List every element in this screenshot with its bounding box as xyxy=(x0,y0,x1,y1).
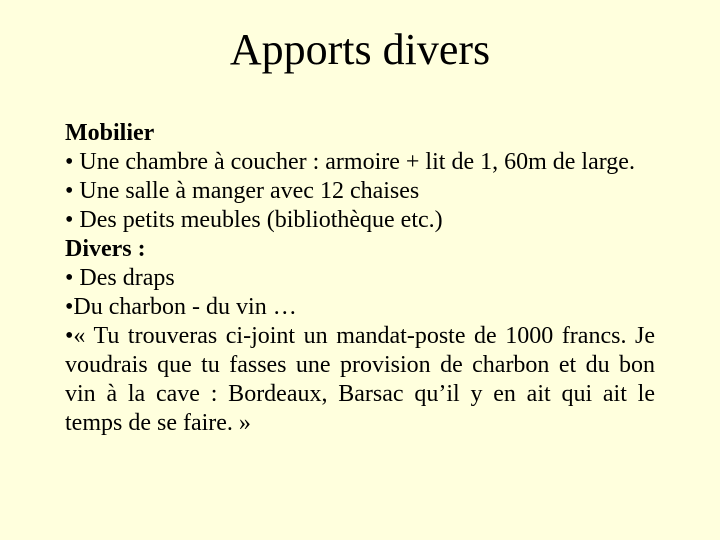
body-line-heading-mobilier: Mobilier xyxy=(65,120,155,146)
body-line-bullet: • Une chambre à coucher : armoire + lit de 1, 60m de large. xyxy=(65,149,635,175)
body-line-bullet: • Une salle à manger avec 12 chaises xyxy=(65,178,420,204)
body-line-bullet: • Des petits meubles (bibliothèque etc.) xyxy=(65,207,443,233)
slide-title: Apports divers xyxy=(229,25,491,74)
body-line-heading-divers: Divers : xyxy=(65,236,146,262)
body-line-quote-end: temps de se faire. » xyxy=(65,410,251,436)
slide-body xyxy=(65,119,655,438)
body-line-quote: vin à la cave : Bordeaux, Barsac qu’il y en ait qui ait le xyxy=(65,381,655,407)
body-line-quote: •« Tu trouveras ci-joint un mandat-poste de 1000 francs. Je xyxy=(65,323,655,349)
body-line-bullet: • Des draps xyxy=(65,265,175,291)
body-line-quote: voudrais que tu fasses une provision de charbon et du bon xyxy=(65,352,655,378)
body-line-bullet: •Du charbon - du vin … xyxy=(65,294,297,320)
